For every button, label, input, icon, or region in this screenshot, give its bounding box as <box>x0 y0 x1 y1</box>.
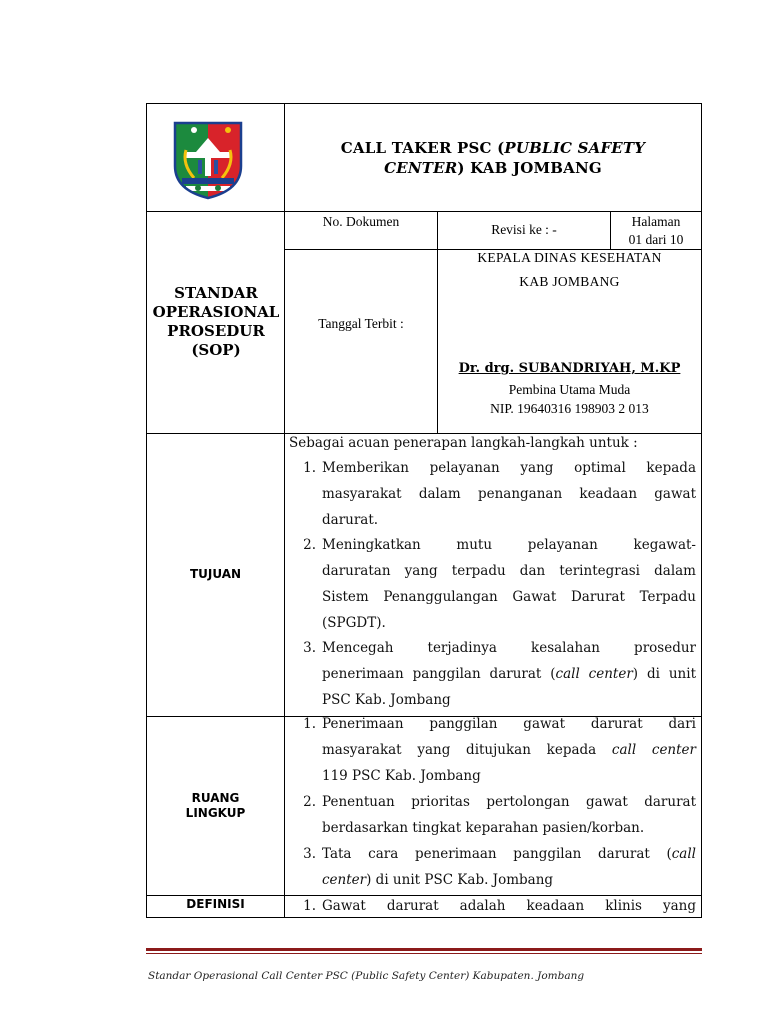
item-number: 1. <box>303 460 316 476</box>
tanggal-terbit-label: Tanggal Terbit : <box>318 316 404 331</box>
sop-label-line: OPERASIONAL <box>152 303 280 321</box>
sop-label-line: (SOP) <box>191 341 241 359</box>
item-number: 3. <box>303 846 316 862</box>
title-part: ) KAB JOMBANG <box>457 159 602 177</box>
footer-rule-thick <box>146 948 702 951</box>
title-part: CALL TAKER PSC ( <box>340 139 505 157</box>
definisi-label: DEFINISI <box>186 897 245 911</box>
tujuan-label: TUJUAN <box>189 567 242 581</box>
item-line: 119 PSC Kab. Jombang <box>322 768 481 784</box>
item-line <box>322 867 696 893</box>
sop-label <box>148 284 284 360</box>
item-line: darurat. <box>322 512 379 528</box>
footer-rule-thin <box>146 953 702 954</box>
halaman-label <box>611 213 701 249</box>
item-line: Memberikan pelayanan yang optimal kepada <box>322 460 696 476</box>
item-text: ) di unit PSC Kab. Jombang <box>366 872 554 888</box>
item-text-italic: call <box>671 846 696 862</box>
item-line: Meningkatkan mutu pelayanan kegawat- <box>322 537 696 553</box>
item-text: masyarakat yang ditujukan kepada <box>322 742 612 758</box>
document-title <box>285 138 701 178</box>
item-line <box>322 841 696 867</box>
item-line: Penentuan prioritas pertolongan gawat darurat <box>322 794 696 810</box>
ruang-lingkup-label <box>147 791 284 821</box>
item-line: berdasarkan tingkat keparahan pasien/korban. <box>322 820 645 836</box>
item-text: Tata cara penerimaan panggilan darurat ( <box>322 846 672 862</box>
item-text: ) di unit <box>632 666 696 682</box>
halaman-value: 01 dari 10 <box>628 232 684 247</box>
footer-text: Standar Operasional Call Center PSC (Public Safety Center) Kabupaten. Jombang <box>148 970 585 982</box>
item-line: daruratan yang terpadu dan terintegrasi dalam <box>322 563 696 579</box>
ruang-lingkup-line: LINGKUP <box>185 806 246 820</box>
logo-emblem <box>172 120 244 200</box>
tujuan-intro: Sebagai acuan penerapan langkah-langkah untuk : <box>289 435 638 451</box>
item-line <box>322 661 696 687</box>
item-line: PSC Kab. Jombang <box>322 692 451 708</box>
sop-label-line: STANDAR <box>174 284 258 302</box>
item-number: 1. <box>303 898 316 914</box>
item-number: 2. <box>303 794 316 810</box>
title-part-italic: PUBLIC SAFETY <box>504 139 646 157</box>
no-dokumen-label: No. Dokumen <box>322 214 400 229</box>
item-number: 3. <box>303 640 316 656</box>
item-text-italic: center <box>322 872 367 888</box>
item-number: 1. <box>303 716 316 732</box>
title-part-italic: CENTER <box>384 159 458 177</box>
item-line: (SPGDT). <box>322 615 386 631</box>
signer-rank: Pembina Utama Muda <box>508 382 631 397</box>
item-line: Mencegah terjadinya kesalahan prosedur <box>322 640 696 656</box>
revisi-label: Revisi ke : - <box>491 222 557 237</box>
signer-title-2: KAB JOMBANG <box>519 274 620 289</box>
item-line: Sistem Penanggulangan Gawat Darurat Terpadu <box>322 589 696 605</box>
ruang-lingkup-line: RUANG <box>191 791 240 805</box>
item-line <box>322 737 696 763</box>
signer-name: Dr. drg. SUBANDRIYAH, M.KP <box>458 361 681 376</box>
item-text: penerimaan panggilan darurat ( <box>322 666 556 682</box>
item-line: Gawat darurat adalah keadaan klinis yang <box>322 898 696 914</box>
signer-title-1: KEPALA DINAS KESEHATAN <box>477 250 662 265</box>
item-text-italic: call center <box>611 742 696 758</box>
signer-nip: NIP. 19640316 198903 2 013 <box>490 401 649 416</box>
item-number: 2. <box>303 537 316 553</box>
item-line: masyarakat dalam penanganan keadaan gawat <box>322 486 696 502</box>
sop-label-line: PROSEDUR <box>167 322 265 340</box>
halaman-label-text: Halaman <box>631 214 681 229</box>
item-text-italic: call center <box>555 666 633 682</box>
item-line: Penerimaan panggilan gawat darurat dari <box>322 716 696 732</box>
